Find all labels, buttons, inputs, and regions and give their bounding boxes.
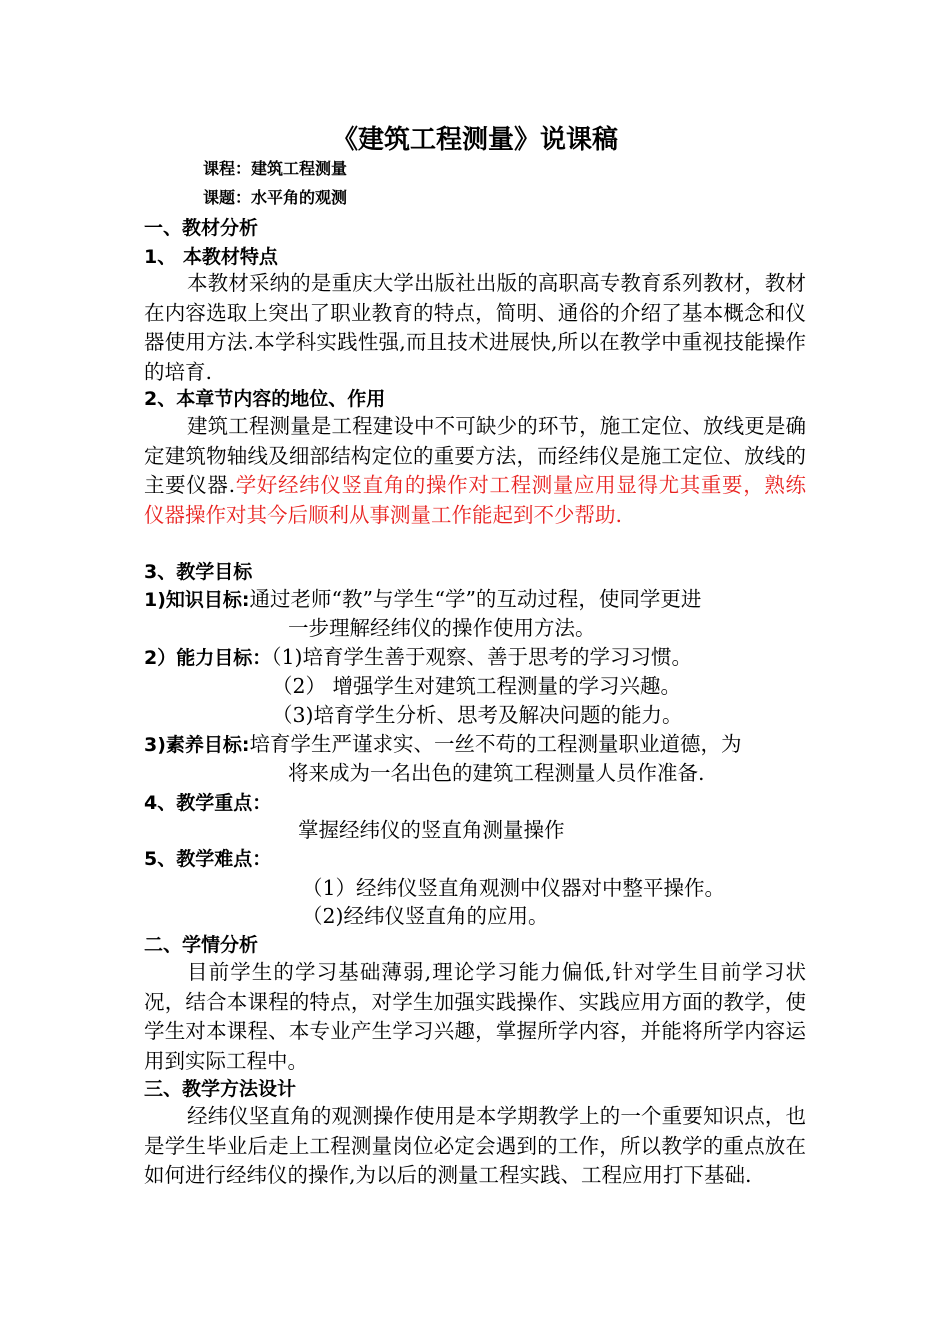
chapter-role-highlight: 学好经纬仪竖直角的操作对工程测量应用显得尤其重要，熟练仪器操作对其今后顺利从事测量工作能起到不少帮助. <box>144 473 806 527</box>
subheading-difficulty: 5、教学难点： <box>144 848 272 870</box>
goal-quality-label: 3)素养目标: <box>144 734 250 756</box>
paragraph-chapter-role <box>144 412 806 530</box>
subheading-textbook-features: 1、 本教材特点 <box>144 246 278 268</box>
chapter-role-text: 建筑工程测量是工程建设中不可缺少的环节，施工定位、放线更是确定建筑物轴线及细部结构定位的重要方法，而经纬仪是施工定位、放线的主要仪器. <box>144 414 806 497</box>
paragraph-textbook-features: 本教材采纳的是重庆大学出版社出版的高职高专教育系列教材，教材在内容选取上突出了职业教育的特点，简明、通俗的介绍了基本概念和仪器使用方法.本学科实践性强,而且技术进展快,所以在教学中重视技能操作的培育. <box>144 271 806 384</box>
difficulty-2: （2)经纬仪竖直角的应用。 <box>302 904 549 928</box>
paragraph-student-analysis: 目前学生的学习基础薄弱,理论学习能力偏低,针对学生目前学习状况，结合本课程的特点，对学生加强实践操作、实践应用方面的教学，使学生对本课程、本专业产生学习兴趣，掌握所学内容，并能将所学内容运用到实际工程中。 <box>144 960 806 1073</box>
paragraph-method-design: 经纬仪坚直角的观测操作使用是本学期教学上的一个重要知识点，也是学生毕业后走上工程测量岗位必定会遇到的工作，所以教学的重点放在如何进行经纬仪的操作,为以后的测量工程实践、工程应用打下基础. <box>144 1104 806 1187</box>
goal-knowledge-label: 1)知识目标: <box>144 589 250 611</box>
difficulty-1: （1）经纬仪竖直角观测中仪器对中整平操作。 <box>302 876 726 900</box>
document-title: 《建筑工程测量》说课稿 <box>331 125 618 155</box>
goal-quality-cont: 将来成为一名出色的建筑工程测量人员作准备. <box>288 761 705 785</box>
goal-quality <box>144 730 742 760</box>
goal-ability-label: 2）能力目标： <box>144 647 272 669</box>
key-point-text: 掌握经纬仪的竖直角测量操作 <box>298 818 565 842</box>
goal-knowledge-cont: 一步理解经纬仪的操作使用方法。 <box>288 616 596 640</box>
topic-line: 课题：水平角的观测 <box>203 188 348 207</box>
goal-ability <box>144 643 692 673</box>
subheading-teaching-goals: 3、教学目标 <box>144 561 253 583</box>
goal-knowledge <box>144 585 701 615</box>
section-heading-student-analysis: 二、学情分析 <box>144 934 259 956</box>
section-heading-method-design: 三、教学方法设计 <box>144 1078 297 1100</box>
section-heading-materials: 一、教材分析 <box>144 217 259 239</box>
course-line: 课程：建筑工程测量 <box>203 159 348 178</box>
goal-ability-2: （2） 增强学生对建筑工程测量的学习兴趣。 <box>272 674 682 698</box>
goal-ability-text: （1)培育学生善于观察、善于思考的学习习惯。 <box>271 645 693 669</box>
subheading-chapter-role: 2、本章节内容的地位、作用 <box>144 388 386 410</box>
goal-knowledge-text: 通过老师“教”与学生“学”的互动过程，使同学更进 <box>249 587 702 611</box>
goal-ability-3: （3)培育学生分析、思考及解决问题的能力。 <box>272 703 683 727</box>
subheading-key-point: 4、教学重点： <box>144 792 272 814</box>
goal-quality-text: 培育学生严谨求实、一丝不苟的工程测量职业道德，为 <box>249 732 742 756</box>
